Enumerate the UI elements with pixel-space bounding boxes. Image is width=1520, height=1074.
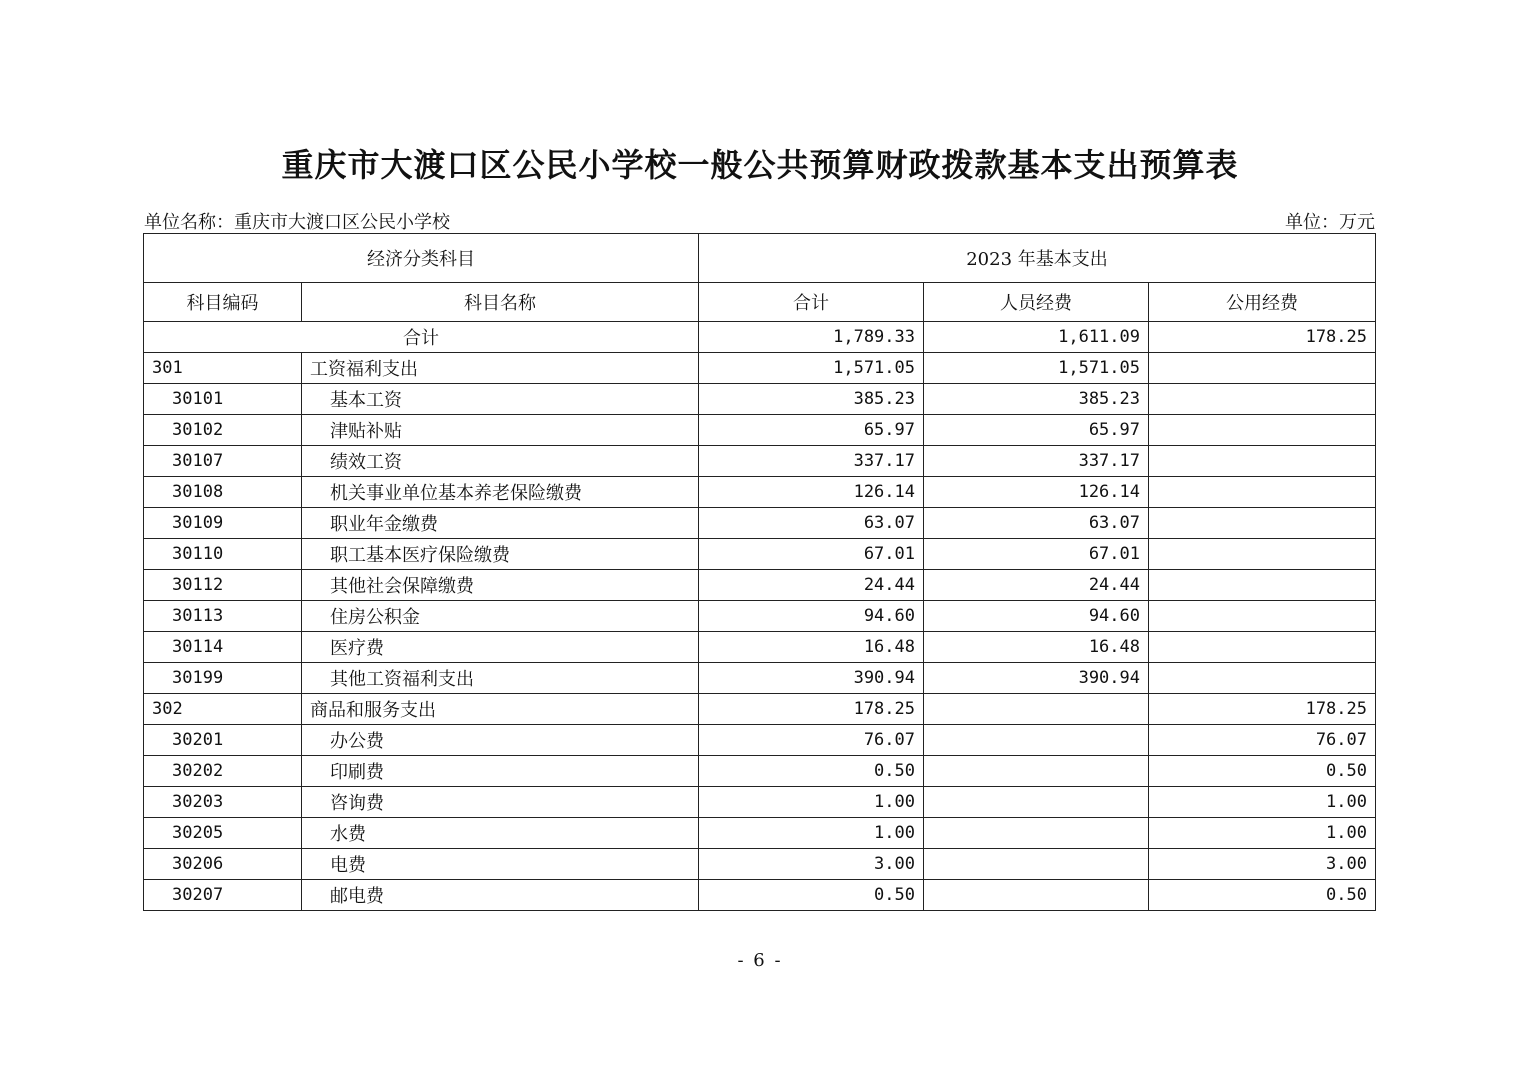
cell-code: 30102 (144, 415, 302, 446)
cell-code: 30114 (144, 632, 302, 663)
cell-public (1149, 415, 1376, 446)
page-title: 重庆市大渡口区公民小学校一般公共预算财政拨款基本支出预算表 (281, 146, 1239, 184)
cell-total: 67.01 (699, 539, 924, 570)
cell-public: 1.00 (1149, 818, 1376, 849)
cell-name: 印刷费 (302, 756, 699, 787)
cell-public (1149, 539, 1376, 570)
table-row (144, 570, 1376, 601)
cell-code: 30101 (144, 384, 302, 415)
cell-code: 30205 (144, 818, 302, 849)
cell-name: 咨询费 (302, 787, 699, 818)
total-row-public: 178.25 (1149, 322, 1376, 353)
table-row (144, 663, 1376, 694)
cell-total: 63.07 (699, 508, 924, 539)
cell-total: 1.00 (699, 787, 924, 818)
total-row-total: 1,789.33 (699, 322, 924, 353)
header-name: 科目名称 (302, 283, 699, 322)
cell-public: 3.00 (1149, 849, 1376, 880)
cell-total: 1.00 (699, 818, 924, 849)
cell-personnel: 126.14 (924, 477, 1149, 508)
table-row (144, 880, 1376, 911)
cell-personnel: 390.94 (924, 663, 1149, 694)
cell-total: 390.94 (699, 663, 924, 694)
cell-total: 0.50 (699, 756, 924, 787)
cell-name: 基本工资 (302, 384, 699, 415)
cell-total: 94.60 (699, 601, 924, 632)
cell-code: 30108 (144, 477, 302, 508)
table-row (144, 787, 1376, 818)
header-row-columns (144, 283, 1376, 322)
table-row (144, 725, 1376, 756)
unit-name-label: 单位名称：重庆市大渡口区公民小学校 (144, 212, 450, 233)
cell-personnel: 67.01 (924, 539, 1149, 570)
table-row (144, 353, 1376, 384)
cell-personnel: 337.17 (924, 446, 1149, 477)
cell-code: 30203 (144, 787, 302, 818)
cell-personnel (924, 880, 1149, 911)
cell-total: 0.50 (699, 880, 924, 911)
cell-public (1149, 384, 1376, 415)
cell-personnel (924, 787, 1149, 818)
table-row (144, 849, 1376, 880)
cell-code: 302 (144, 694, 302, 725)
cell-name: 机关事业单位基本养老保险缴费 (302, 477, 699, 508)
total-row-label: 合计 (144, 322, 699, 353)
cell-name: 医疗费 (302, 632, 699, 663)
cell-name: 办公费 (302, 725, 699, 756)
table-row (144, 508, 1376, 539)
cell-code: 30112 (144, 570, 302, 601)
table-meta (144, 208, 1375, 232)
cell-name: 其他工资福利支出 (302, 663, 699, 694)
cell-personnel (924, 849, 1149, 880)
cell-name: 工资福利支出 (302, 353, 699, 384)
cell-code: 30113 (144, 601, 302, 632)
cell-name: 绩效工资 (302, 446, 699, 477)
cell-public: 0.50 (1149, 756, 1376, 787)
cell-name: 商品和服务支出 (302, 694, 699, 725)
cell-name: 水费 (302, 818, 699, 849)
cell-code: 30201 (144, 725, 302, 756)
table-row (144, 632, 1376, 663)
header-public: 公用经费 (1149, 283, 1376, 322)
cell-personnel: 1,571.05 (924, 353, 1149, 384)
cell-personnel (924, 756, 1149, 787)
cell-public (1149, 663, 1376, 694)
cell-code: 30202 (144, 756, 302, 787)
table-row (144, 756, 1376, 787)
page-number: - 6 - (737, 950, 783, 971)
cell-personnel: 24.44 (924, 570, 1149, 601)
header-code: 科目编码 (144, 283, 302, 322)
cell-public (1149, 477, 1376, 508)
total-row (144, 322, 1376, 353)
cell-code: 30107 (144, 446, 302, 477)
cell-total: 385.23 (699, 384, 924, 415)
cell-code: 30207 (144, 880, 302, 911)
cell-personnel (924, 694, 1149, 725)
cell-personnel (924, 725, 1149, 756)
cell-total: 16.48 (699, 632, 924, 663)
cell-name: 职业年金缴费 (302, 508, 699, 539)
cell-total: 24.44 (699, 570, 924, 601)
cell-public: 76.07 (1149, 725, 1376, 756)
table-row (144, 446, 1376, 477)
cell-public (1149, 601, 1376, 632)
table-row (144, 539, 1376, 570)
total-row-personnel: 1,611.09 (924, 322, 1149, 353)
header-personnel: 人员经费 (924, 283, 1149, 322)
table-row (144, 415, 1376, 446)
cell-name: 津贴补贴 (302, 415, 699, 446)
header-economic-classification: 经济分类科目 (144, 234, 699, 283)
cell-personnel: 65.97 (924, 415, 1149, 446)
cell-name: 住房公积金 (302, 601, 699, 632)
table-row (144, 477, 1376, 508)
cell-personnel: 16.48 (924, 632, 1149, 663)
cell-name: 邮电费 (302, 880, 699, 911)
cell-total: 337.17 (699, 446, 924, 477)
cell-public (1149, 570, 1376, 601)
unit-label: 单位：万元 (1285, 212, 1375, 233)
cell-name: 电费 (302, 849, 699, 880)
budget-table (143, 233, 1376, 911)
table-row (144, 601, 1376, 632)
cell-public (1149, 446, 1376, 477)
cell-public: 0.50 (1149, 880, 1376, 911)
cell-code: 301 (144, 353, 302, 384)
cell-total: 1,571.05 (699, 353, 924, 384)
cell-code: 30206 (144, 849, 302, 880)
header-total: 合计 (699, 283, 924, 322)
cell-total: 65.97 (699, 415, 924, 446)
cell-public: 1.00 (1149, 787, 1376, 818)
cell-total: 178.25 (699, 694, 924, 725)
cell-code: 30110 (144, 539, 302, 570)
cell-public (1149, 353, 1376, 384)
cell-total: 76.07 (699, 725, 924, 756)
cell-code: 30199 (144, 663, 302, 694)
header-basic-expenditure: 2023 年基本支出 (699, 234, 1376, 283)
table-row (144, 818, 1376, 849)
cell-code: 30109 (144, 508, 302, 539)
cell-personnel: 385.23 (924, 384, 1149, 415)
cell-public: 178.25 (1149, 694, 1376, 725)
cell-public (1149, 632, 1376, 663)
cell-total: 126.14 (699, 477, 924, 508)
header-row-group (144, 234, 1376, 283)
table-row (144, 694, 1376, 725)
cell-total: 3.00 (699, 849, 924, 880)
cell-personnel: 94.60 (924, 601, 1149, 632)
cell-name: 职工基本医疗保险缴费 (302, 539, 699, 570)
cell-personnel: 63.07 (924, 508, 1149, 539)
cell-public (1149, 508, 1376, 539)
table-row (144, 384, 1376, 415)
cell-name: 其他社会保障缴费 (302, 570, 699, 601)
cell-personnel (924, 818, 1149, 849)
